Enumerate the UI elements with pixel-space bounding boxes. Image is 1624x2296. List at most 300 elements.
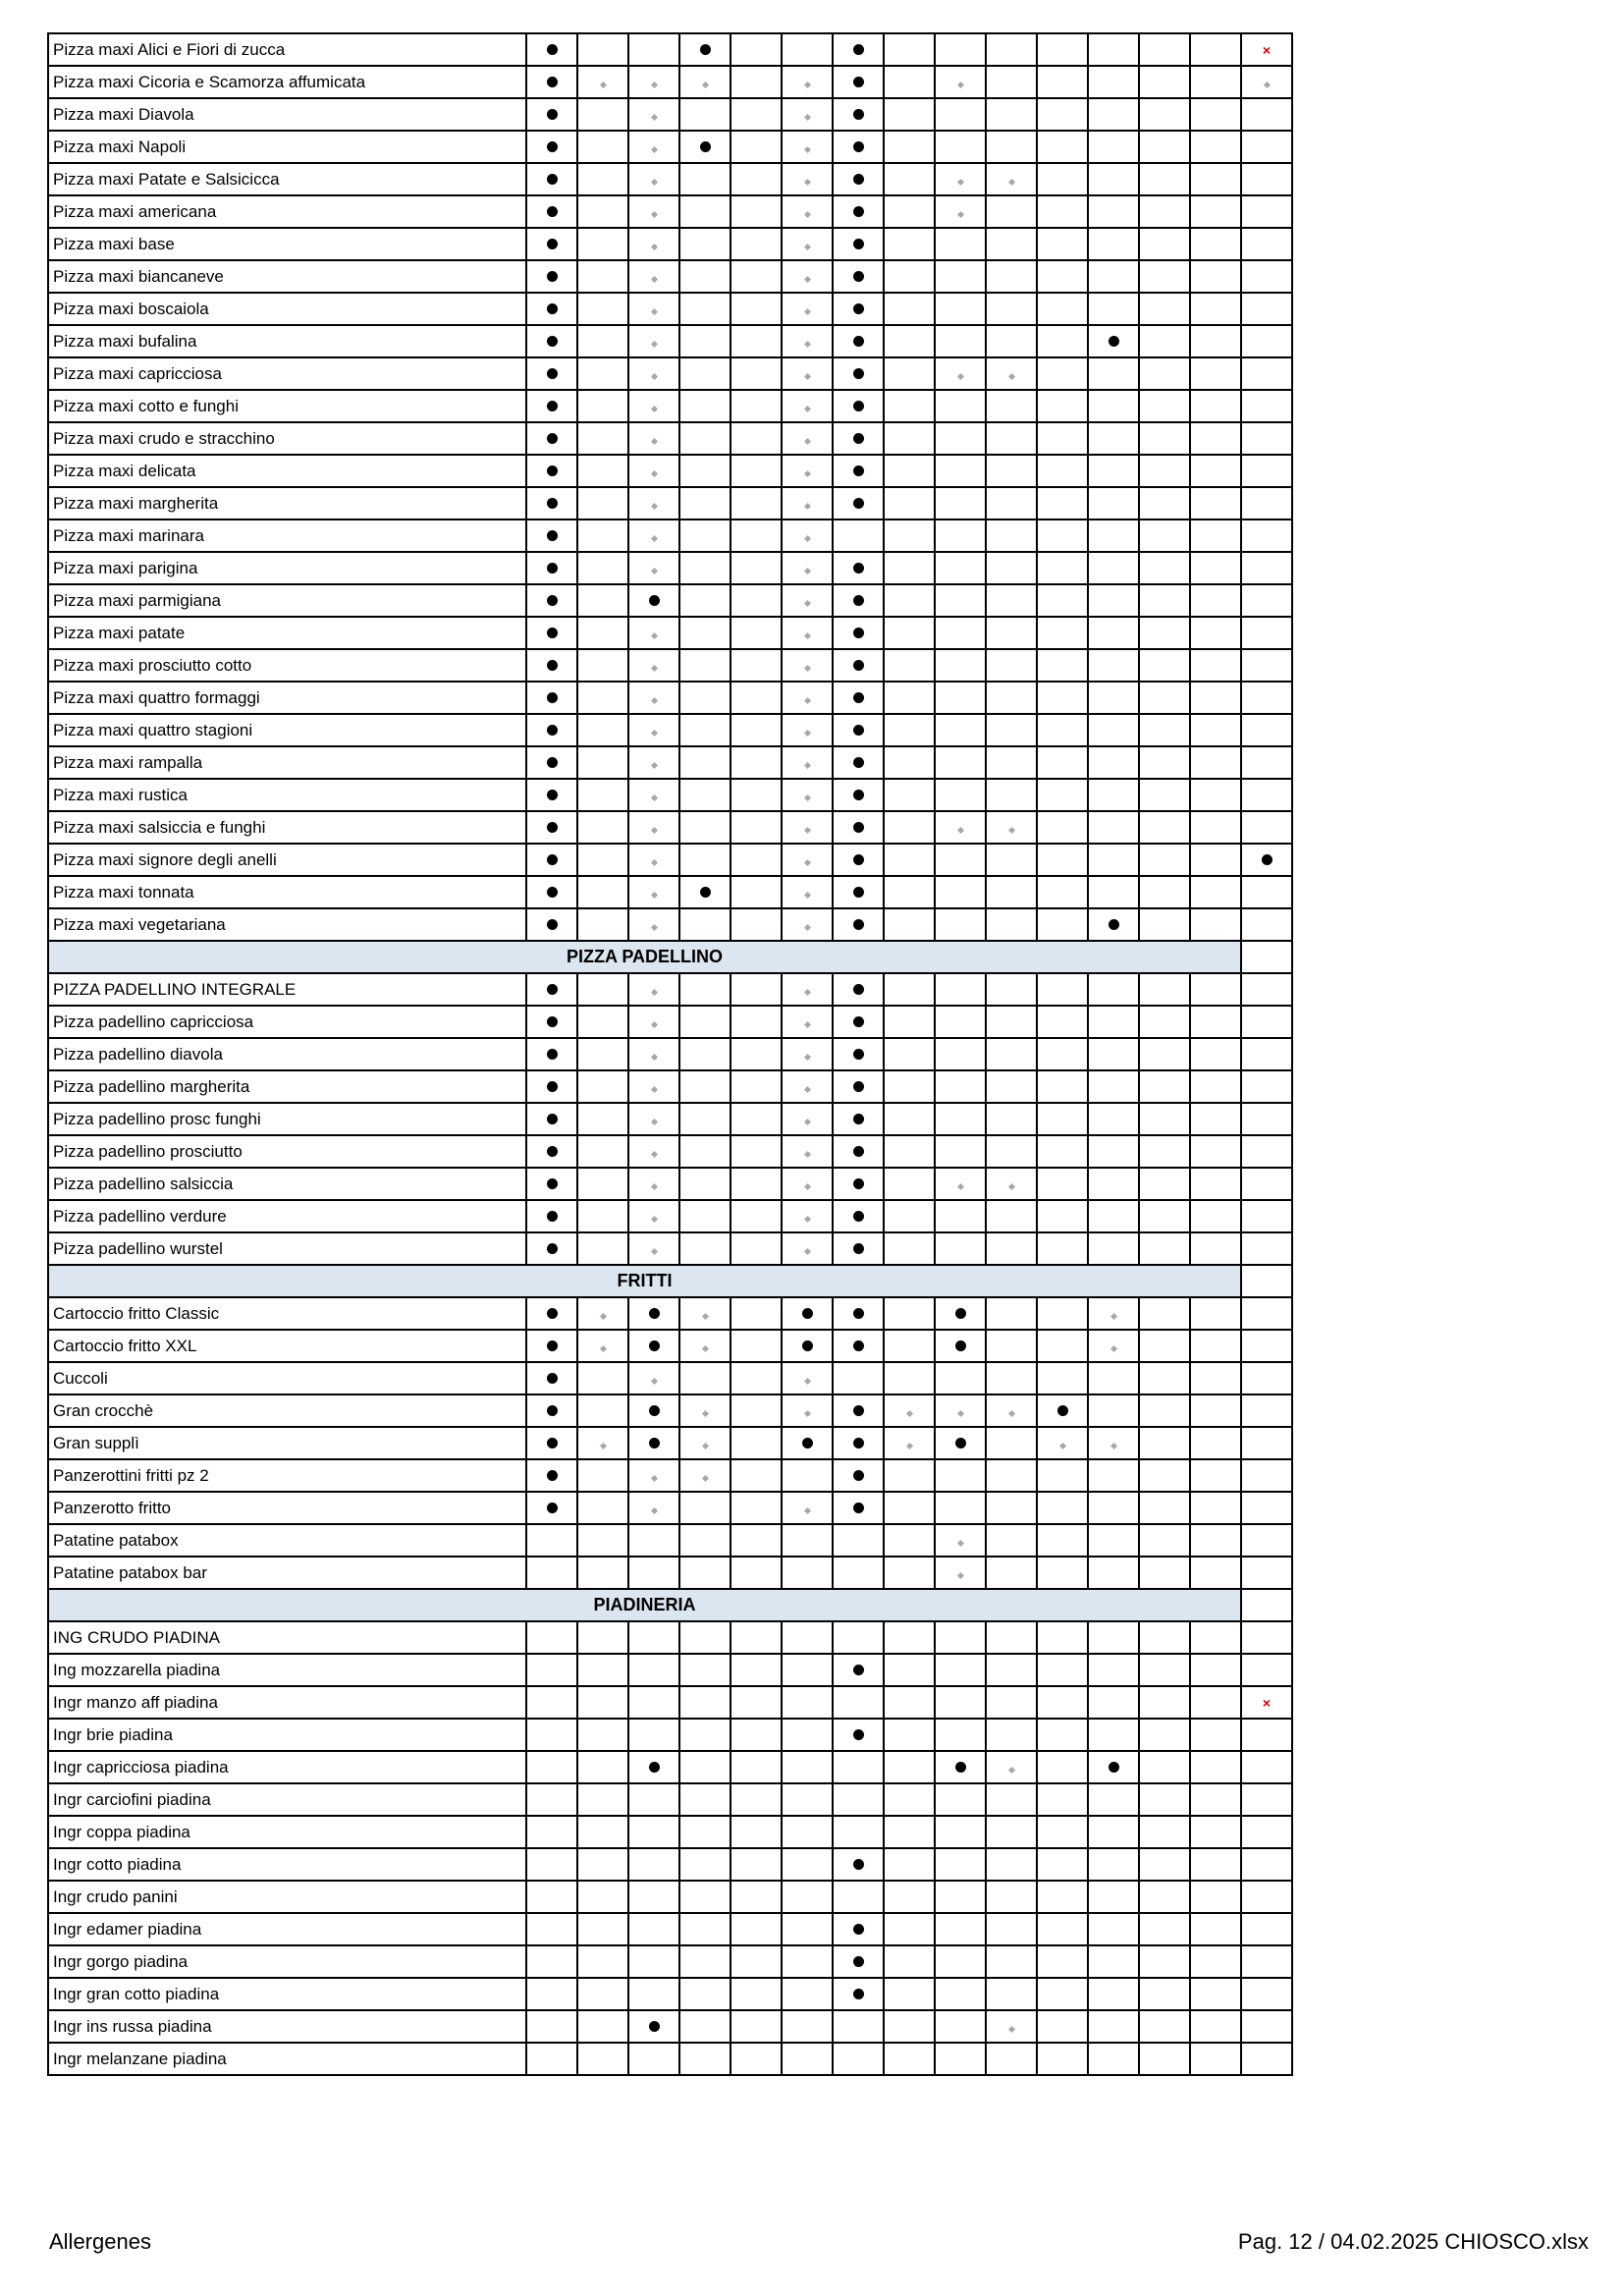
allergen-cell xyxy=(884,844,935,876)
allergen-cell xyxy=(884,1362,935,1394)
dish-name: Ingr gran cotto piadina xyxy=(48,1978,526,2010)
dish-name: Pizza maxi salsiccia e funghi xyxy=(48,811,526,844)
allergen-cell xyxy=(884,1524,935,1557)
allergen-cell xyxy=(1037,844,1088,876)
allergen-cell xyxy=(679,1524,731,1557)
contains-dot-icon xyxy=(853,660,864,671)
table-row xyxy=(48,2010,1292,2043)
allergen-cell xyxy=(1088,422,1139,455)
allergen-cell xyxy=(833,519,884,552)
contains-dot-icon xyxy=(853,854,864,865)
allergen-cell xyxy=(986,649,1037,682)
allergen-cell xyxy=(1088,1621,1139,1654)
allergen-cell xyxy=(884,876,935,908)
allergen-cell xyxy=(731,131,782,163)
allergen-cell xyxy=(884,1654,935,1686)
contains-dot-icon xyxy=(547,1405,558,1416)
dish-name: Pizza maxi patate xyxy=(48,617,526,649)
allergen-cell xyxy=(833,1038,884,1070)
allergen-cell xyxy=(526,649,577,682)
allergen-cell xyxy=(628,1459,679,1492)
allergen-cell xyxy=(1088,33,1139,66)
allergen-cell xyxy=(1088,1297,1139,1330)
allergen-cell xyxy=(1088,552,1139,584)
contains-dot-icon xyxy=(853,822,864,833)
allergen-cell xyxy=(731,1103,782,1135)
allergen-cell xyxy=(1139,195,1190,228)
allergen-cell xyxy=(731,1816,782,1848)
allergen-cell xyxy=(833,1232,884,1265)
allergen-cell xyxy=(1088,1719,1139,1751)
allergen-cell xyxy=(526,1038,577,1070)
trace-dot-icon xyxy=(650,793,657,800)
trace-dot-icon xyxy=(650,1506,657,1513)
allergen-cell xyxy=(1241,357,1292,390)
allergen-cell xyxy=(628,1070,679,1103)
allergen-cell xyxy=(833,195,884,228)
allergen-cell xyxy=(1241,1427,1292,1459)
trace-dot-icon xyxy=(650,664,657,671)
allergen-cell xyxy=(833,1394,884,1427)
trace-dot-icon xyxy=(803,793,810,800)
allergen-cell xyxy=(577,1038,628,1070)
allergen-cell xyxy=(1088,1751,1139,1783)
trace-dot-icon xyxy=(701,1312,708,1319)
allergen-cell xyxy=(986,1394,1037,1427)
allergen-cell xyxy=(833,422,884,455)
allergen-cell xyxy=(1241,422,1292,455)
allergen-cell xyxy=(628,260,679,293)
contains-dot-icon xyxy=(853,77,864,87)
allergen-cell xyxy=(782,1070,833,1103)
allergen-cell xyxy=(731,682,782,714)
allergen-cell xyxy=(884,1168,935,1200)
allergen-cell xyxy=(1241,1621,1292,1654)
allergen-cell xyxy=(577,1848,628,1881)
allergen-cell xyxy=(679,1135,731,1168)
allergen-cell xyxy=(1241,1265,1292,1297)
allergen-cell xyxy=(526,779,577,811)
contains-dot-icon xyxy=(853,1665,864,1675)
allergen-cell xyxy=(577,163,628,195)
allergen-cell xyxy=(526,163,577,195)
contains-dot-icon xyxy=(547,1503,558,1513)
allergen-cell xyxy=(986,390,1037,422)
contains-dot-icon xyxy=(547,206,558,217)
allergen-cell xyxy=(1190,682,1241,714)
allergen-cell xyxy=(884,1394,935,1427)
allergen-table xyxy=(47,32,1293,2076)
allergen-cell xyxy=(935,746,986,779)
dish-name: Cartoccio fritto Classic xyxy=(48,1297,526,1330)
allergen-cell xyxy=(935,1881,986,1913)
allergen-cell xyxy=(782,714,833,746)
trace-dot-icon xyxy=(803,631,810,638)
allergen-cell xyxy=(679,876,731,908)
table-row xyxy=(48,293,1292,325)
allergen-cell xyxy=(935,1394,986,1427)
allergen-cell xyxy=(833,131,884,163)
allergen-cell xyxy=(1139,617,1190,649)
dish-name: Panzerottini fritti pz 2 xyxy=(48,1459,526,1492)
table-row xyxy=(48,1459,1292,1492)
trace-dot-icon xyxy=(803,178,810,185)
allergen-cell xyxy=(1139,1945,1190,1978)
trace-dot-icon xyxy=(650,1118,657,1124)
allergen-cell xyxy=(935,714,986,746)
allergen-cell xyxy=(577,844,628,876)
table-row xyxy=(48,487,1292,519)
allergen-cell xyxy=(628,325,679,357)
allergen-cell xyxy=(628,584,679,617)
allergen-cell xyxy=(1037,1621,1088,1654)
allergen-cell xyxy=(1088,811,1139,844)
allergen-cell xyxy=(884,228,935,260)
trace-dot-icon xyxy=(803,664,810,671)
allergen-cell xyxy=(731,1654,782,1686)
contains-dot-icon xyxy=(955,1340,966,1351)
allergen-cell xyxy=(986,293,1037,325)
allergen-cell xyxy=(833,1816,884,1848)
allergen-cell xyxy=(986,1362,1037,1394)
allergen-cell xyxy=(577,1103,628,1135)
allergen-cell xyxy=(986,1232,1037,1265)
contains-dot-icon xyxy=(853,303,864,314)
allergen-cell xyxy=(986,1881,1037,1913)
allergen-cell xyxy=(577,455,628,487)
allergen-cell xyxy=(526,682,577,714)
trace-dot-icon xyxy=(956,826,963,833)
allergen-cell xyxy=(526,1848,577,1881)
allergen-cell xyxy=(1241,1848,1292,1881)
allergen-cell xyxy=(1088,1654,1139,1686)
allergen-cell xyxy=(935,617,986,649)
allergen-cell xyxy=(679,228,731,260)
trace-dot-icon xyxy=(803,1150,810,1157)
allergen-cell xyxy=(1190,1330,1241,1362)
allergen-cell xyxy=(1088,1103,1139,1135)
allergen-cell xyxy=(1139,973,1190,1006)
allergen-cell xyxy=(935,908,986,941)
allergen-cell xyxy=(628,1524,679,1557)
allergen-cell xyxy=(884,779,935,811)
allergen-cell xyxy=(1088,66,1139,98)
allergen-cell xyxy=(1037,1168,1088,1200)
contains-dot-icon xyxy=(853,1989,864,1999)
allergen-cell xyxy=(935,1783,986,1816)
allergen-cell xyxy=(833,1621,884,1654)
allergen-cell xyxy=(1190,1848,1241,1881)
contains-dot-icon xyxy=(853,1178,864,1189)
allergen-cell xyxy=(1139,779,1190,811)
contains-dot-icon xyxy=(853,1503,864,1513)
allergen-cell xyxy=(1088,1524,1139,1557)
contains-dot-icon xyxy=(547,757,558,768)
allergen-cell xyxy=(884,746,935,779)
allergen-cell xyxy=(884,1427,935,1459)
allergen-cell xyxy=(935,66,986,98)
contains-dot-icon xyxy=(547,433,558,444)
allergen-cell xyxy=(986,844,1037,876)
allergen-cell xyxy=(782,1978,833,2010)
allergen-cell xyxy=(628,811,679,844)
allergen-cell xyxy=(731,98,782,131)
allergen-cell xyxy=(577,1459,628,1492)
dish-name: Panzerotto fritto xyxy=(48,1492,526,1524)
allergen-cell xyxy=(628,1719,679,1751)
trace-dot-icon xyxy=(956,1182,963,1189)
allergen-cell xyxy=(1088,973,1139,1006)
allergen-cell xyxy=(1190,1719,1241,1751)
trace-dot-icon xyxy=(803,437,810,444)
allergen-cell xyxy=(782,1427,833,1459)
allergen-cell xyxy=(679,163,731,195)
allergen-cell xyxy=(935,98,986,131)
allergen-cell xyxy=(731,1783,782,1816)
allergen-cell xyxy=(935,195,986,228)
trace-dot-icon xyxy=(650,372,657,379)
allergen-cell xyxy=(1241,293,1292,325)
allergen-cell xyxy=(731,33,782,66)
allergen-cell xyxy=(679,455,731,487)
allergen-cell xyxy=(986,1978,1037,2010)
allergen-cell xyxy=(1139,584,1190,617)
allergen-cell xyxy=(526,98,577,131)
trace-dot-icon xyxy=(650,631,657,638)
allergen-cell xyxy=(833,260,884,293)
allergen-cell xyxy=(1190,1103,1241,1135)
trace-dot-icon xyxy=(650,1182,657,1189)
allergen-cell xyxy=(628,1394,679,1427)
allergen-cell xyxy=(731,1038,782,1070)
table-row xyxy=(48,33,1292,66)
cross-icon: × xyxy=(1262,41,1272,58)
trace-dot-icon xyxy=(956,1571,963,1578)
table-row xyxy=(48,131,1292,163)
allergen-cell xyxy=(1088,1913,1139,1945)
allergen-cell xyxy=(833,811,884,844)
allergen-cell xyxy=(731,714,782,746)
table-row xyxy=(48,714,1292,746)
dish-name: Pizza maxi parigina xyxy=(48,552,526,584)
allergen-cell xyxy=(1088,876,1139,908)
allergen-cell xyxy=(1190,973,1241,1006)
allergen-cell xyxy=(833,1945,884,1978)
allergen-cell xyxy=(628,519,679,552)
allergen-cell xyxy=(833,325,884,357)
trace-dot-icon xyxy=(803,891,810,898)
allergen-cell xyxy=(526,584,577,617)
contains-dot-icon xyxy=(649,1308,660,1319)
table-row xyxy=(48,357,1292,390)
allergen-cell xyxy=(679,1459,731,1492)
allergen-cell xyxy=(986,2043,1037,2075)
allergen-cell xyxy=(1088,163,1139,195)
allergen-cell xyxy=(1241,617,1292,649)
allergen-cell xyxy=(526,66,577,98)
contains-dot-icon xyxy=(853,109,864,120)
allergen-cell xyxy=(782,1168,833,1200)
allergen-cell xyxy=(935,487,986,519)
allergen-cell xyxy=(628,779,679,811)
allergen-cell xyxy=(935,2043,986,2075)
contains-dot-icon xyxy=(853,1729,864,1740)
allergen-cell xyxy=(935,779,986,811)
allergen-cell xyxy=(679,1168,731,1200)
allergen-cell xyxy=(628,1200,679,1232)
allergen-cell xyxy=(1190,487,1241,519)
allergen-cell xyxy=(1139,66,1190,98)
allergen-cell xyxy=(1139,1913,1190,1945)
trace-dot-icon xyxy=(650,340,657,347)
allergen-cell xyxy=(833,844,884,876)
allergen-cell xyxy=(884,1135,935,1168)
contains-dot-icon xyxy=(853,368,864,379)
allergen-cell xyxy=(731,1459,782,1492)
allergen-cell xyxy=(1190,1654,1241,1686)
allergen-cell xyxy=(1190,228,1241,260)
contains-dot-icon xyxy=(853,239,864,249)
allergen-cell xyxy=(679,2043,731,2075)
allergen-cell xyxy=(577,1913,628,1945)
allergen-cell xyxy=(577,1783,628,1816)
allergen-cell xyxy=(731,1232,782,1265)
allergen-cell xyxy=(833,1686,884,1719)
dish-name: Pizza padellino wurstel xyxy=(48,1232,526,1265)
allergen-cell xyxy=(884,2010,935,2043)
allergen-cell xyxy=(1037,163,1088,195)
allergen-cell xyxy=(731,1394,782,1427)
allergen-cell xyxy=(577,1881,628,1913)
dish-name: Pizza padellino margherita xyxy=(48,1070,526,1103)
contains-dot-icon xyxy=(1109,1762,1119,1773)
allergen-cell xyxy=(1037,1913,1088,1945)
allergen-cell xyxy=(884,260,935,293)
allergen-cell xyxy=(935,1848,986,1881)
allergen-cell xyxy=(833,779,884,811)
contains-dot-icon xyxy=(853,1211,864,1222)
allergen-cell xyxy=(526,1945,577,1978)
allergen-cell xyxy=(526,1978,577,2010)
allergen-cell xyxy=(986,1654,1037,1686)
table-row xyxy=(48,390,1292,422)
allergen-cell xyxy=(679,1686,731,1719)
allergen-cell xyxy=(1139,1524,1190,1557)
allergen-cell xyxy=(731,811,782,844)
allergen-cell xyxy=(577,422,628,455)
contains-dot-icon xyxy=(853,628,864,638)
dish-name: Cuccoli xyxy=(48,1362,526,1394)
trace-dot-icon xyxy=(803,1215,810,1222)
allergen-cell xyxy=(1241,1362,1292,1394)
allergen-cell xyxy=(628,908,679,941)
contains-dot-icon xyxy=(547,628,558,638)
allergen-cell xyxy=(833,1168,884,1200)
allergen-cell xyxy=(628,714,679,746)
allergen-cell xyxy=(833,293,884,325)
trace-dot-icon xyxy=(650,113,657,120)
trace-dot-icon xyxy=(650,405,657,411)
allergen-cell xyxy=(884,487,935,519)
contains-dot-icon xyxy=(955,1762,966,1773)
allergen-cell xyxy=(884,1621,935,1654)
allergen-cell xyxy=(679,1719,731,1751)
allergen-cell xyxy=(1241,2043,1292,2075)
contains-dot-icon xyxy=(547,109,558,120)
allergen-cell xyxy=(731,844,782,876)
allergen-cell xyxy=(782,1913,833,1945)
allergen-cell xyxy=(986,1945,1037,1978)
table-row xyxy=(48,973,1292,1006)
trace-dot-icon xyxy=(956,1409,963,1416)
allergen-cell xyxy=(1241,33,1292,66)
trace-dot-icon xyxy=(956,1539,963,1546)
allergen-cell xyxy=(884,617,935,649)
allergen-cell xyxy=(986,66,1037,98)
contains-dot-icon xyxy=(955,1438,966,1449)
contains-dot-icon xyxy=(547,1243,558,1254)
allergen-cell xyxy=(1241,1945,1292,1978)
allergen-cell xyxy=(782,1232,833,1265)
allergen-cell xyxy=(731,1427,782,1459)
trace-dot-icon xyxy=(803,534,810,541)
allergen-cell xyxy=(577,1006,628,1038)
allergen-cell xyxy=(935,390,986,422)
allergen-cell xyxy=(1139,422,1190,455)
allergen-cell xyxy=(1190,422,1241,455)
contains-dot-icon xyxy=(547,1146,558,1157)
allergen-cell xyxy=(1139,1848,1190,1881)
allergen-cell xyxy=(577,487,628,519)
allergen-cell xyxy=(935,876,986,908)
allergen-cell xyxy=(1190,1362,1241,1394)
allergen-cell xyxy=(1190,617,1241,649)
table-row xyxy=(48,98,1292,131)
contains-dot-icon xyxy=(547,822,558,833)
allergen-cell xyxy=(731,1168,782,1200)
allergen-cell xyxy=(782,1038,833,1070)
allergen-cell xyxy=(526,552,577,584)
contains-dot-icon xyxy=(853,1308,864,1319)
dish-name: Pizza maxi biancaneve xyxy=(48,260,526,293)
allergen-cell xyxy=(1139,163,1190,195)
allergen-cell xyxy=(577,195,628,228)
allergen-cell xyxy=(1241,390,1292,422)
allergen-cell xyxy=(782,357,833,390)
allergen-cell xyxy=(935,1654,986,1686)
contains-dot-icon xyxy=(547,1373,558,1384)
allergen-cell xyxy=(1037,1816,1088,1848)
contains-dot-icon xyxy=(853,44,864,55)
allergen-cell xyxy=(782,131,833,163)
trace-dot-icon xyxy=(650,469,657,476)
allergen-cell xyxy=(679,357,731,390)
trace-dot-icon xyxy=(650,761,657,768)
allergen-cell xyxy=(1241,1913,1292,1945)
allergen-cell xyxy=(731,1945,782,1978)
allergen-cell xyxy=(1190,1978,1241,2010)
allergen-cell xyxy=(1037,325,1088,357)
allergen-cell xyxy=(628,2010,679,2043)
dish-name: Pizza maxi delicata xyxy=(48,455,526,487)
allergen-cell xyxy=(1088,1038,1139,1070)
allergen-cell xyxy=(1088,617,1139,649)
allergen-cell xyxy=(526,390,577,422)
allergen-cell xyxy=(731,2043,782,2075)
allergen-cell xyxy=(986,1135,1037,1168)
allergen-cell xyxy=(986,1492,1037,1524)
allergen-cell xyxy=(577,1751,628,1783)
